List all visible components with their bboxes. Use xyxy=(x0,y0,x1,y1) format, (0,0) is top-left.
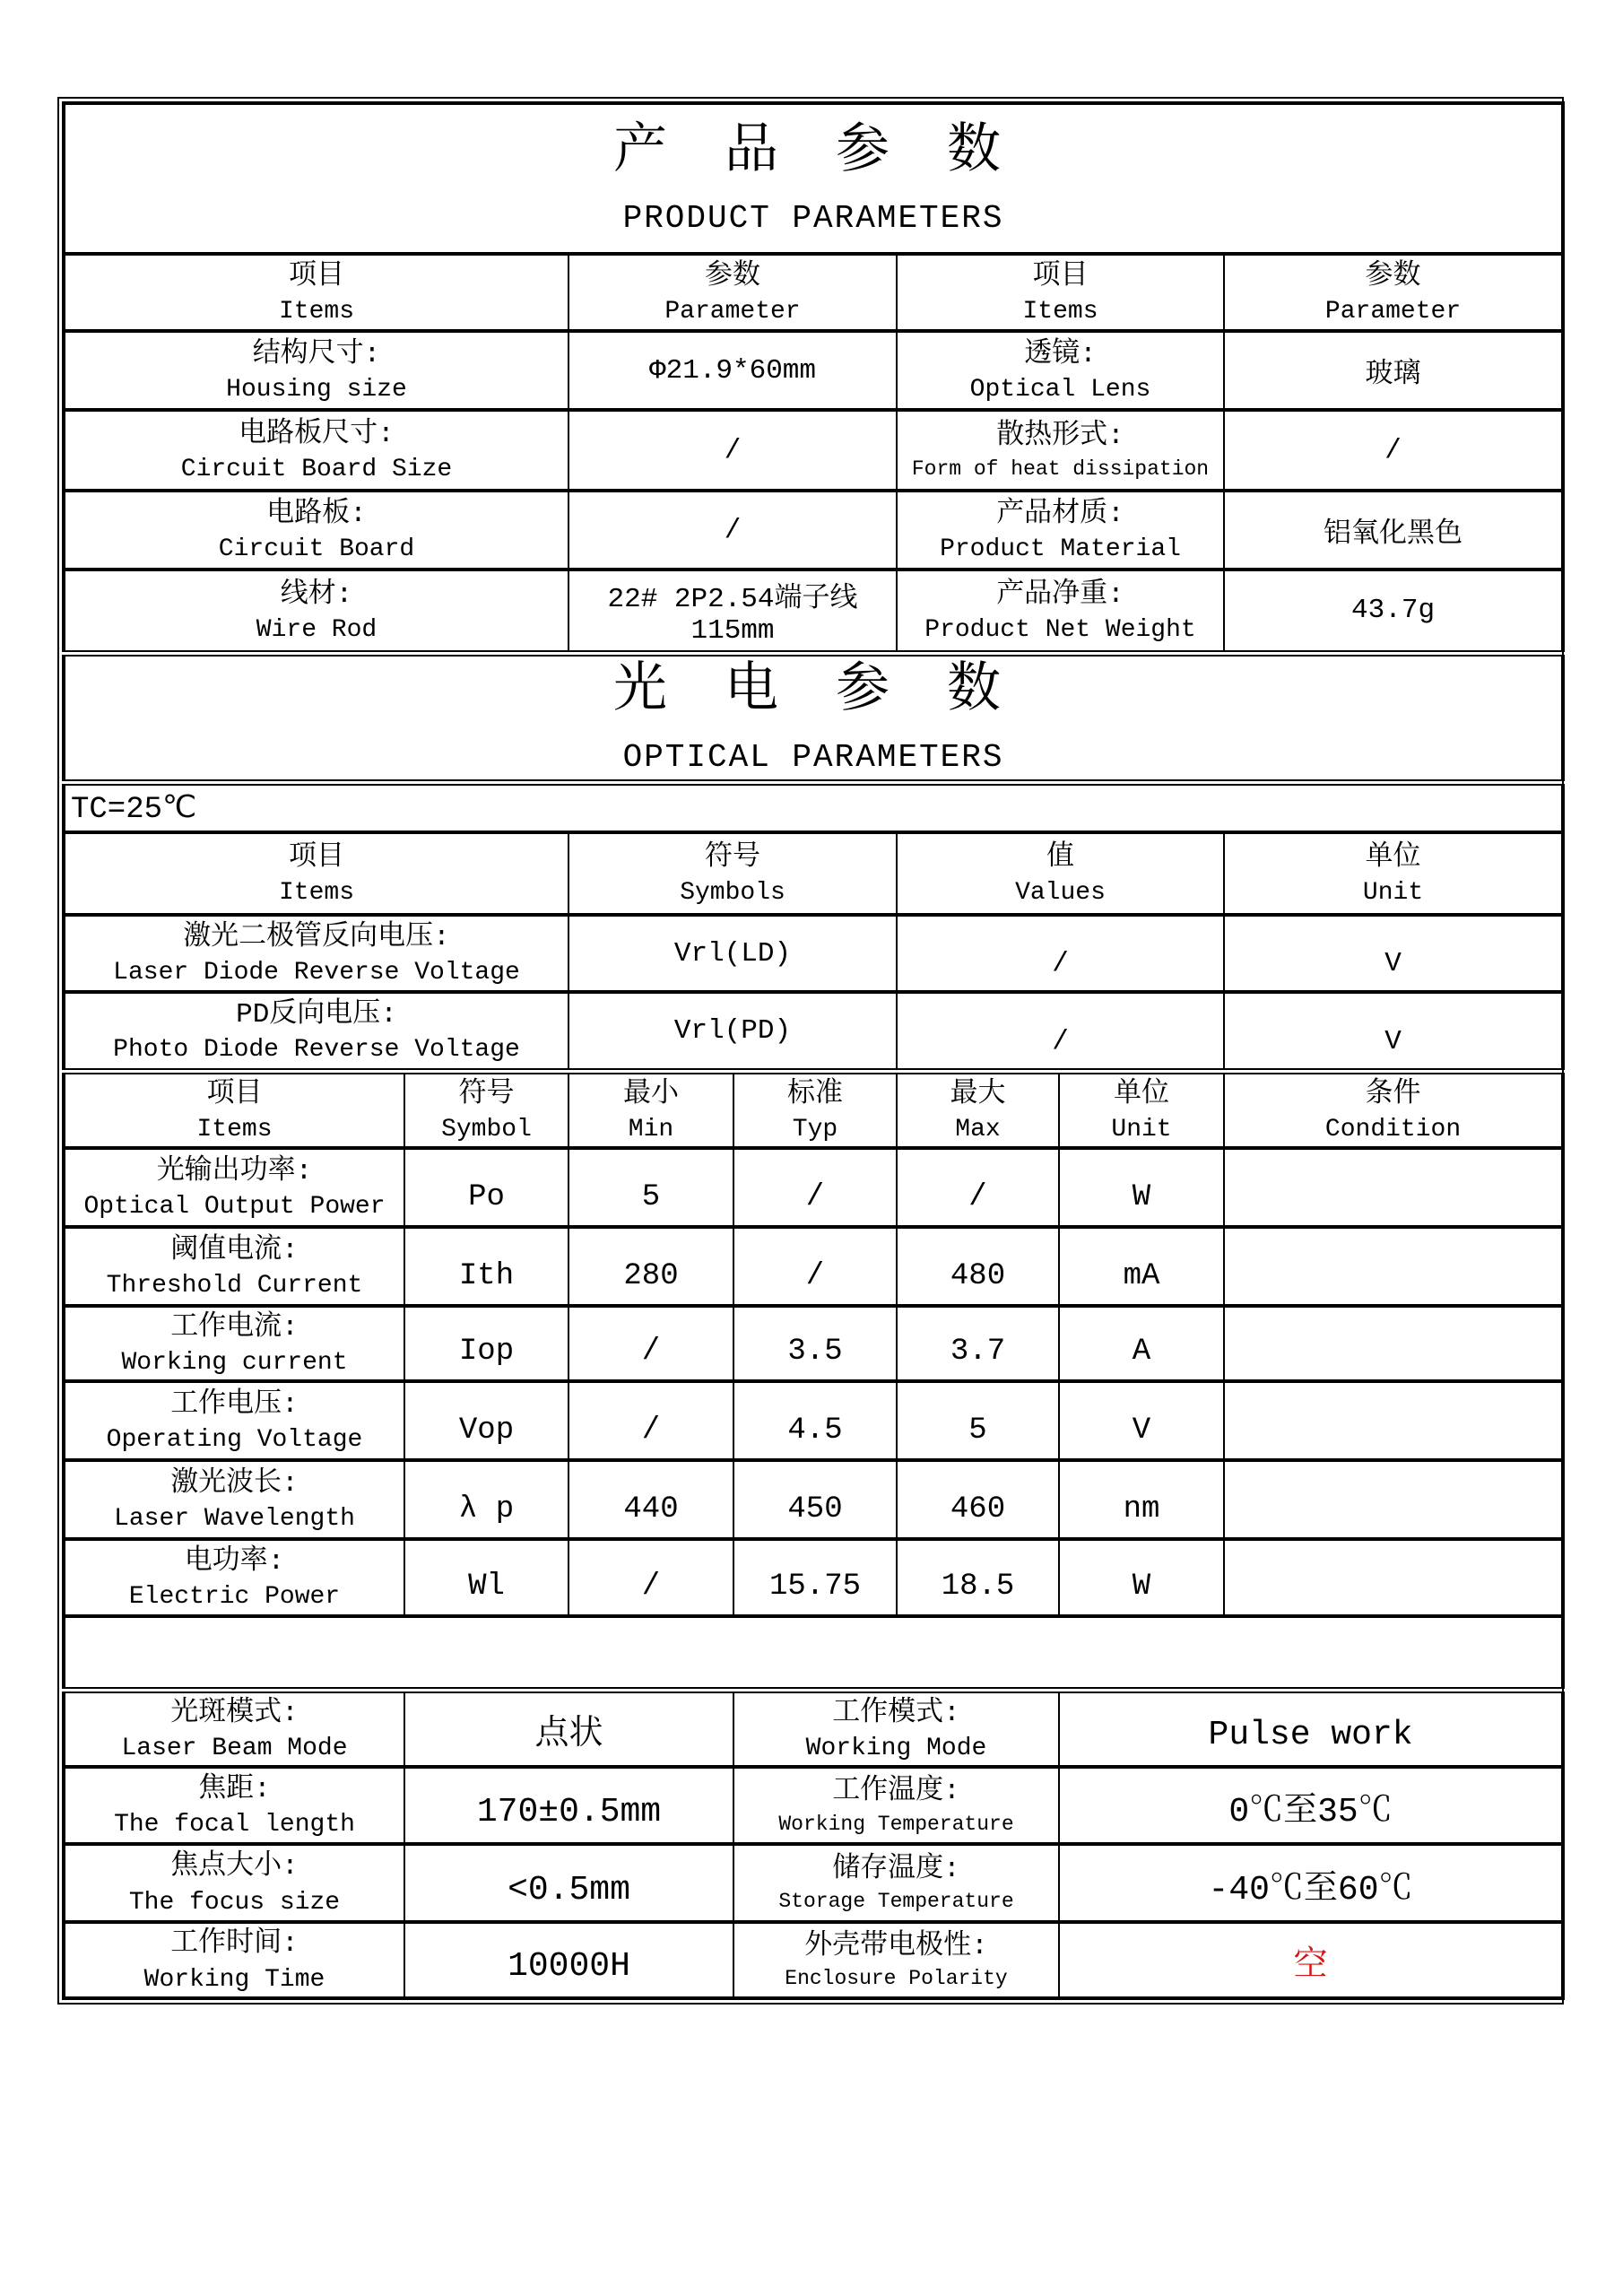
table-row xyxy=(64,1148,1563,1227)
threshold-current-label: 阈值电流: Threshold Current xyxy=(64,1227,404,1306)
electric-power-label: 电功率: Electric Power xyxy=(64,1539,404,1616)
typ-cell: / xyxy=(733,1148,897,1227)
optical-title-cn: 光 电 参 数 xyxy=(613,661,1014,723)
product-material-label: 产品材质: Product Material xyxy=(897,491,1224,570)
product-parameters-title xyxy=(64,103,1563,254)
laser-beam-mode-value: 点状 xyxy=(404,1690,733,1767)
pd-reverse-voltage-unit: V xyxy=(1224,992,1563,1071)
table-row xyxy=(64,570,1563,653)
pd-reverse-voltage-value: / xyxy=(897,992,1224,1071)
symbol-cell: Wl xyxy=(404,1539,568,1616)
table-row xyxy=(64,491,1563,570)
table-row xyxy=(64,410,1563,491)
working-current-label: 工作电流: Working current xyxy=(64,1306,404,1381)
unit-cell: W xyxy=(1059,1148,1224,1227)
wire-rod-label: 线材: Wire Rod xyxy=(64,570,568,653)
circuit-board-size-value: / xyxy=(568,410,897,491)
unit-cell: nm xyxy=(1059,1460,1224,1539)
min-cell: / xyxy=(568,1306,733,1381)
product-title-en: PRODUCT PARAMETERS xyxy=(622,199,1004,237)
typ-cell: 15.75 xyxy=(733,1539,897,1616)
enclosure-polarity-value: 空 xyxy=(1059,1922,1563,1998)
max-cell: 5 xyxy=(897,1381,1059,1460)
focal-length-label: 焦距: The focal length xyxy=(64,1767,404,1844)
product-header-items-left xyxy=(64,254,568,331)
pd-reverse-voltage-label: PD反向电压: Photo Diode Reverse Voltage xyxy=(64,992,568,1071)
laser-beam-mode-label: 光斑模式: Laser Beam Mode xyxy=(64,1690,404,1767)
condition-cell xyxy=(1224,1539,1563,1616)
detail-header-unit: 单位 Unit xyxy=(1059,1071,1224,1148)
header-items-cn: 项目 xyxy=(1032,260,1089,292)
laser-wavelength-label: 激光波长: Laser Wavelength xyxy=(64,1460,404,1539)
symbol-cell: λ p xyxy=(404,1460,568,1539)
table-row xyxy=(64,1539,1563,1616)
table-row xyxy=(64,1460,1563,1539)
table-row xyxy=(64,1227,1563,1306)
housing-size-value: Φ21.9*60mm xyxy=(568,331,897,410)
enclosure-polarity-label: 外壳带电极性: Enclosure Polarity xyxy=(733,1922,1059,1998)
tc-note: TC=25℃ xyxy=(64,782,1563,832)
typ-cell: 450 xyxy=(733,1460,897,1539)
working-temperature-value: 0℃至35℃ xyxy=(1059,1767,1563,1844)
optical-header-items: 项目 Items xyxy=(64,832,568,915)
symbol-cell: Po xyxy=(404,1148,568,1227)
optical-lens-value: 玻璃 xyxy=(1224,331,1563,410)
optical-parameters-title xyxy=(64,653,1563,782)
wire-rod-value: 22# 2P2.54端子线 115mm xyxy=(568,570,897,653)
min-cell: 5 xyxy=(568,1148,733,1227)
header-param-cn: 参数 xyxy=(705,260,760,292)
condition-cell xyxy=(1224,1460,1563,1539)
min-cell: 440 xyxy=(568,1460,733,1539)
focus-size-label: 焦点大小: The focus size xyxy=(64,1844,404,1922)
max-cell: 460 xyxy=(897,1460,1059,1539)
circuit-board-label: 电路板: Circuit Board xyxy=(64,491,568,570)
product-header-param-left xyxy=(568,254,897,331)
table-row xyxy=(64,915,1563,992)
min-cell: 280 xyxy=(568,1227,733,1306)
housing-size-label: 结构尺寸: Housing size xyxy=(64,331,568,410)
spacer-row xyxy=(64,1616,1563,1690)
ld-reverse-voltage-label: 激光二极管反向电压: Laser Diode Reverse Voltage xyxy=(64,915,568,992)
working-mode-value: Pulse work xyxy=(1059,1690,1563,1767)
focal-length-value: 170±0.5mm xyxy=(404,1767,733,1844)
storage-temperature-label: 储存温度: Storage Temperature xyxy=(733,1844,1059,1922)
spec-table xyxy=(62,101,1565,2000)
product-title-cn: 产 品 参 数 xyxy=(613,122,1014,184)
optical-title-en: OPTICAL PARAMETERS xyxy=(622,738,1004,776)
min-cell: / xyxy=(568,1381,733,1460)
max-cell: 3.7 xyxy=(897,1306,1059,1381)
net-weight-label: 产品净重: Product Net Weight xyxy=(897,570,1224,653)
detail-header-min: 最小 Min xyxy=(568,1071,733,1148)
header-param-en: Parameter xyxy=(1324,298,1462,326)
header-items-en: Items xyxy=(1022,298,1098,326)
heat-dissipation-label: 散热形式: Form of heat dissipation xyxy=(897,410,1224,491)
condition-cell xyxy=(1224,1227,1563,1306)
detail-header-items: 项目 Items xyxy=(64,1071,404,1148)
circuit-board-value: / xyxy=(568,491,897,570)
detail-header-symbol: 符号 Symbol xyxy=(404,1071,568,1148)
product-header-param-right xyxy=(1224,254,1563,331)
ld-reverse-voltage-value: / xyxy=(897,915,1224,992)
working-mode-label: 工作模式: Working Mode xyxy=(733,1690,1059,1767)
focus-size-value: <0.5mm xyxy=(404,1844,733,1922)
operating-voltage-label: 工作电压: Operating Voltage xyxy=(64,1381,404,1460)
symbol-cell: Iop xyxy=(404,1306,568,1381)
optical-header-values: 值 Values xyxy=(897,832,1224,915)
unit-cell: W xyxy=(1059,1539,1224,1616)
working-time-value: 10000H xyxy=(404,1922,733,1998)
optical-header-symbols: 符号 Symbols xyxy=(568,832,897,915)
table-row xyxy=(64,1767,1563,1844)
detail-header-max: 最大 Max xyxy=(897,1071,1059,1148)
optical-lens-label: 透镜: Optical Lens xyxy=(897,331,1224,410)
detail-header-condition: 条件 Condition xyxy=(1224,1071,1563,1148)
condition-cell xyxy=(1224,1381,1563,1460)
pd-reverse-voltage-symbol: Vrl(PD) xyxy=(568,992,897,1071)
condition-cell xyxy=(1224,1306,1563,1381)
header-param-en: Parameter xyxy=(664,298,801,326)
max-cell: 480 xyxy=(897,1227,1059,1306)
ld-reverse-voltage-symbol: Vrl(LD) xyxy=(568,915,897,992)
product-header-items-right xyxy=(897,254,1224,331)
header-param-cn: 参数 xyxy=(1365,260,1421,292)
product-material-value: 铝氧化黑色 xyxy=(1224,491,1563,570)
header-items-en: Items xyxy=(278,298,354,326)
spec-sheet xyxy=(57,97,1564,2005)
typ-cell: 3.5 xyxy=(733,1306,897,1381)
typ-cell: / xyxy=(733,1227,897,1306)
optical-header-unit: 单位 Unit xyxy=(1224,832,1563,915)
typ-cell: 4.5 xyxy=(733,1381,897,1460)
header-items-cn: 项目 xyxy=(289,260,344,292)
symbol-cell: Vop xyxy=(404,1381,568,1460)
min-cell: / xyxy=(568,1539,733,1616)
circuit-board-size-label: 电路板尺寸: Circuit Board Size xyxy=(64,410,568,491)
table-row xyxy=(64,1306,1563,1381)
unit-cell: V xyxy=(1059,1381,1224,1460)
working-time-label: 工作时间: Working Time xyxy=(64,1922,404,1998)
max-cell: / xyxy=(897,1148,1059,1227)
unit-cell: mA xyxy=(1059,1227,1224,1306)
heat-dissipation-value: / xyxy=(1224,410,1563,491)
condition-cell xyxy=(1224,1148,1563,1227)
optical-output-power-label: 光输出功率: Optical Output Power xyxy=(64,1148,404,1227)
table-row xyxy=(64,1690,1563,1767)
max-cell: 18.5 xyxy=(897,1539,1059,1616)
table-row xyxy=(64,1381,1563,1460)
symbol-cell: Ith xyxy=(404,1227,568,1306)
unit-cell: A xyxy=(1059,1306,1224,1381)
detail-header-typ: 标准 Typ xyxy=(733,1071,897,1148)
table-row xyxy=(64,1922,1563,1998)
table-row xyxy=(64,1844,1563,1922)
table-row xyxy=(64,992,1563,1071)
ld-reverse-voltage-unit: V xyxy=(1224,915,1563,992)
net-weight-value: 43.7g xyxy=(1224,570,1563,653)
storage-temperature-value: -40℃至60℃ xyxy=(1059,1844,1563,1922)
table-row xyxy=(64,331,1563,410)
working-temperature-label: 工作温度: Working Temperature xyxy=(733,1767,1059,1844)
